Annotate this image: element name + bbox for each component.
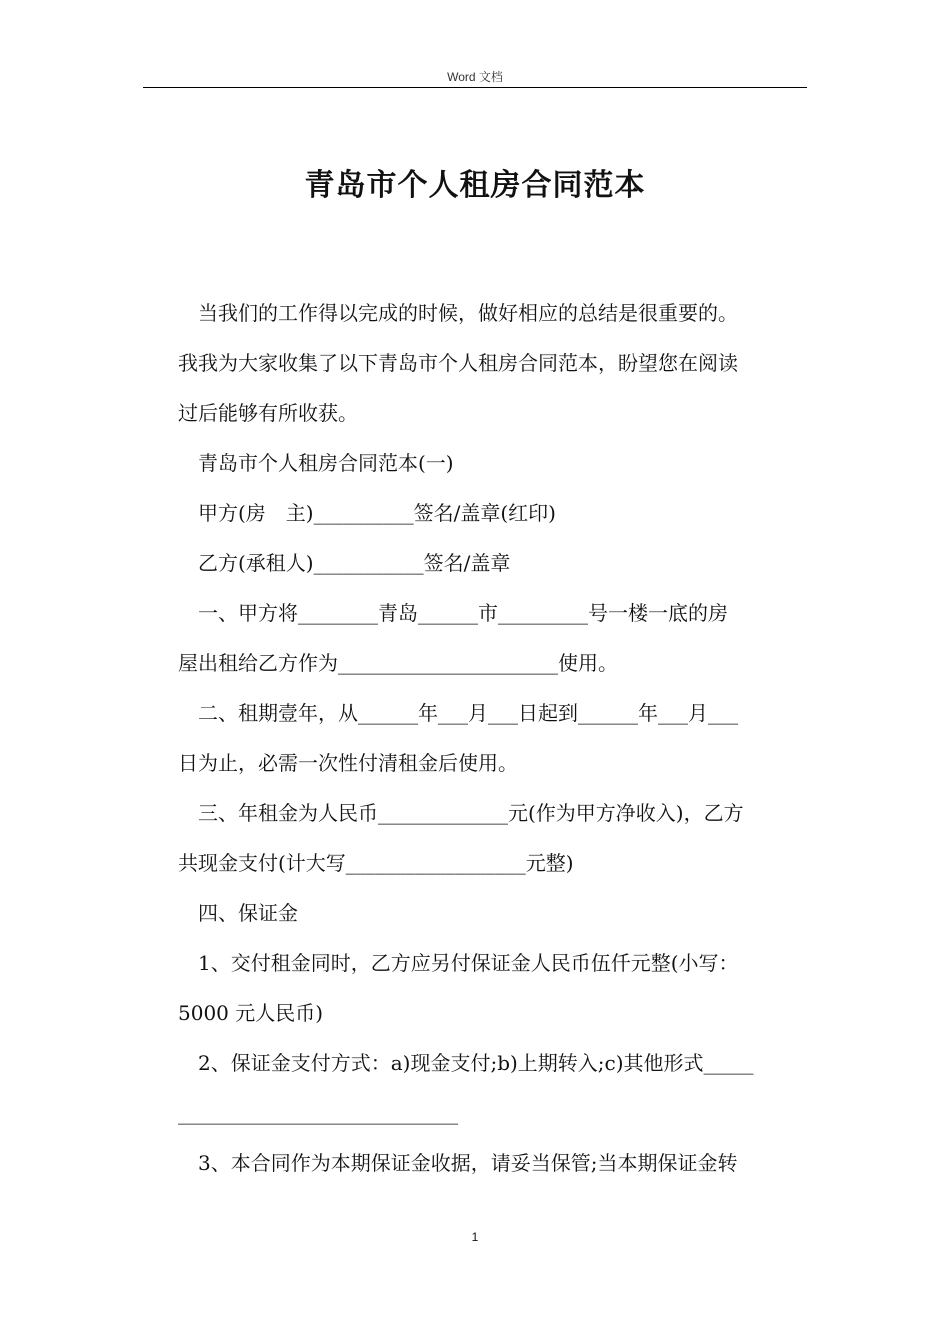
- intro-line-3: 过后能够有所收获。: [178, 401, 358, 425]
- party-b-line: 乙方(承租人)___________签名/盖章: [198, 551, 511, 575]
- document-title: 青岛市个人租房合同范本: [304, 168, 646, 203]
- clause-4-heading: 四、保证金: [198, 901, 298, 925]
- clause-1-line-2: 屋出租给乙方作为______________________使用。: [178, 651, 618, 675]
- clause-1-line-1: 一、甲方将________青岛______市_________号一楼一底的房: [198, 601, 728, 625]
- page-number: 1: [471, 1230, 479, 1244]
- clause-2-line-1: 二、租期壹年，从______年___月___日起到______年___月___: [198, 701, 738, 725]
- contract-heading: 青岛市个人租房合同范本(一): [198, 451, 454, 475]
- deposit-item-2-line-1: 2、保证金支付方式：a)现金支付;b)上期转入;c)其他形式_____: [198, 1051, 754, 1075]
- deposit-item-3-line-1: 3、本合同作为本期保证金收据，请妥当保管;当本期保证金转: [198, 1151, 738, 1175]
- clause-3-line-2: 共现金支付(计大写__________________元整): [178, 851, 574, 875]
- header-divider: [143, 87, 807, 88]
- party-a-line: 甲方(房 主)__________签名/盖章(红印): [198, 501, 556, 525]
- deposit-item-1-line-2: 5000 元人民币): [178, 1001, 324, 1025]
- clause-2-line-2: 日为止，必需一次性付清租金后使用。: [178, 751, 518, 775]
- intro-line-1: 当我们的工作得以完成的时候，做好相应的总结是很重要的。: [198, 301, 738, 325]
- intro-line-2: 我我为大家收集了以下青岛市个人租房合同范本，盼望您在阅读: [178, 351, 738, 375]
- document-body: [178, 288, 802, 1188]
- clause-3-line-1: 三、年租金为人民币_____________元(作为甲方净收入)，乙方: [198, 801, 744, 825]
- header-label: Word 文档: [447, 70, 503, 84]
- deposit-item-2-line-2: ____________________________: [178, 1101, 458, 1125]
- deposit-item-1-line-1: 1、交付租金同时，乙方应另付保证金人民币伍仟元整(小写：: [198, 951, 739, 975]
